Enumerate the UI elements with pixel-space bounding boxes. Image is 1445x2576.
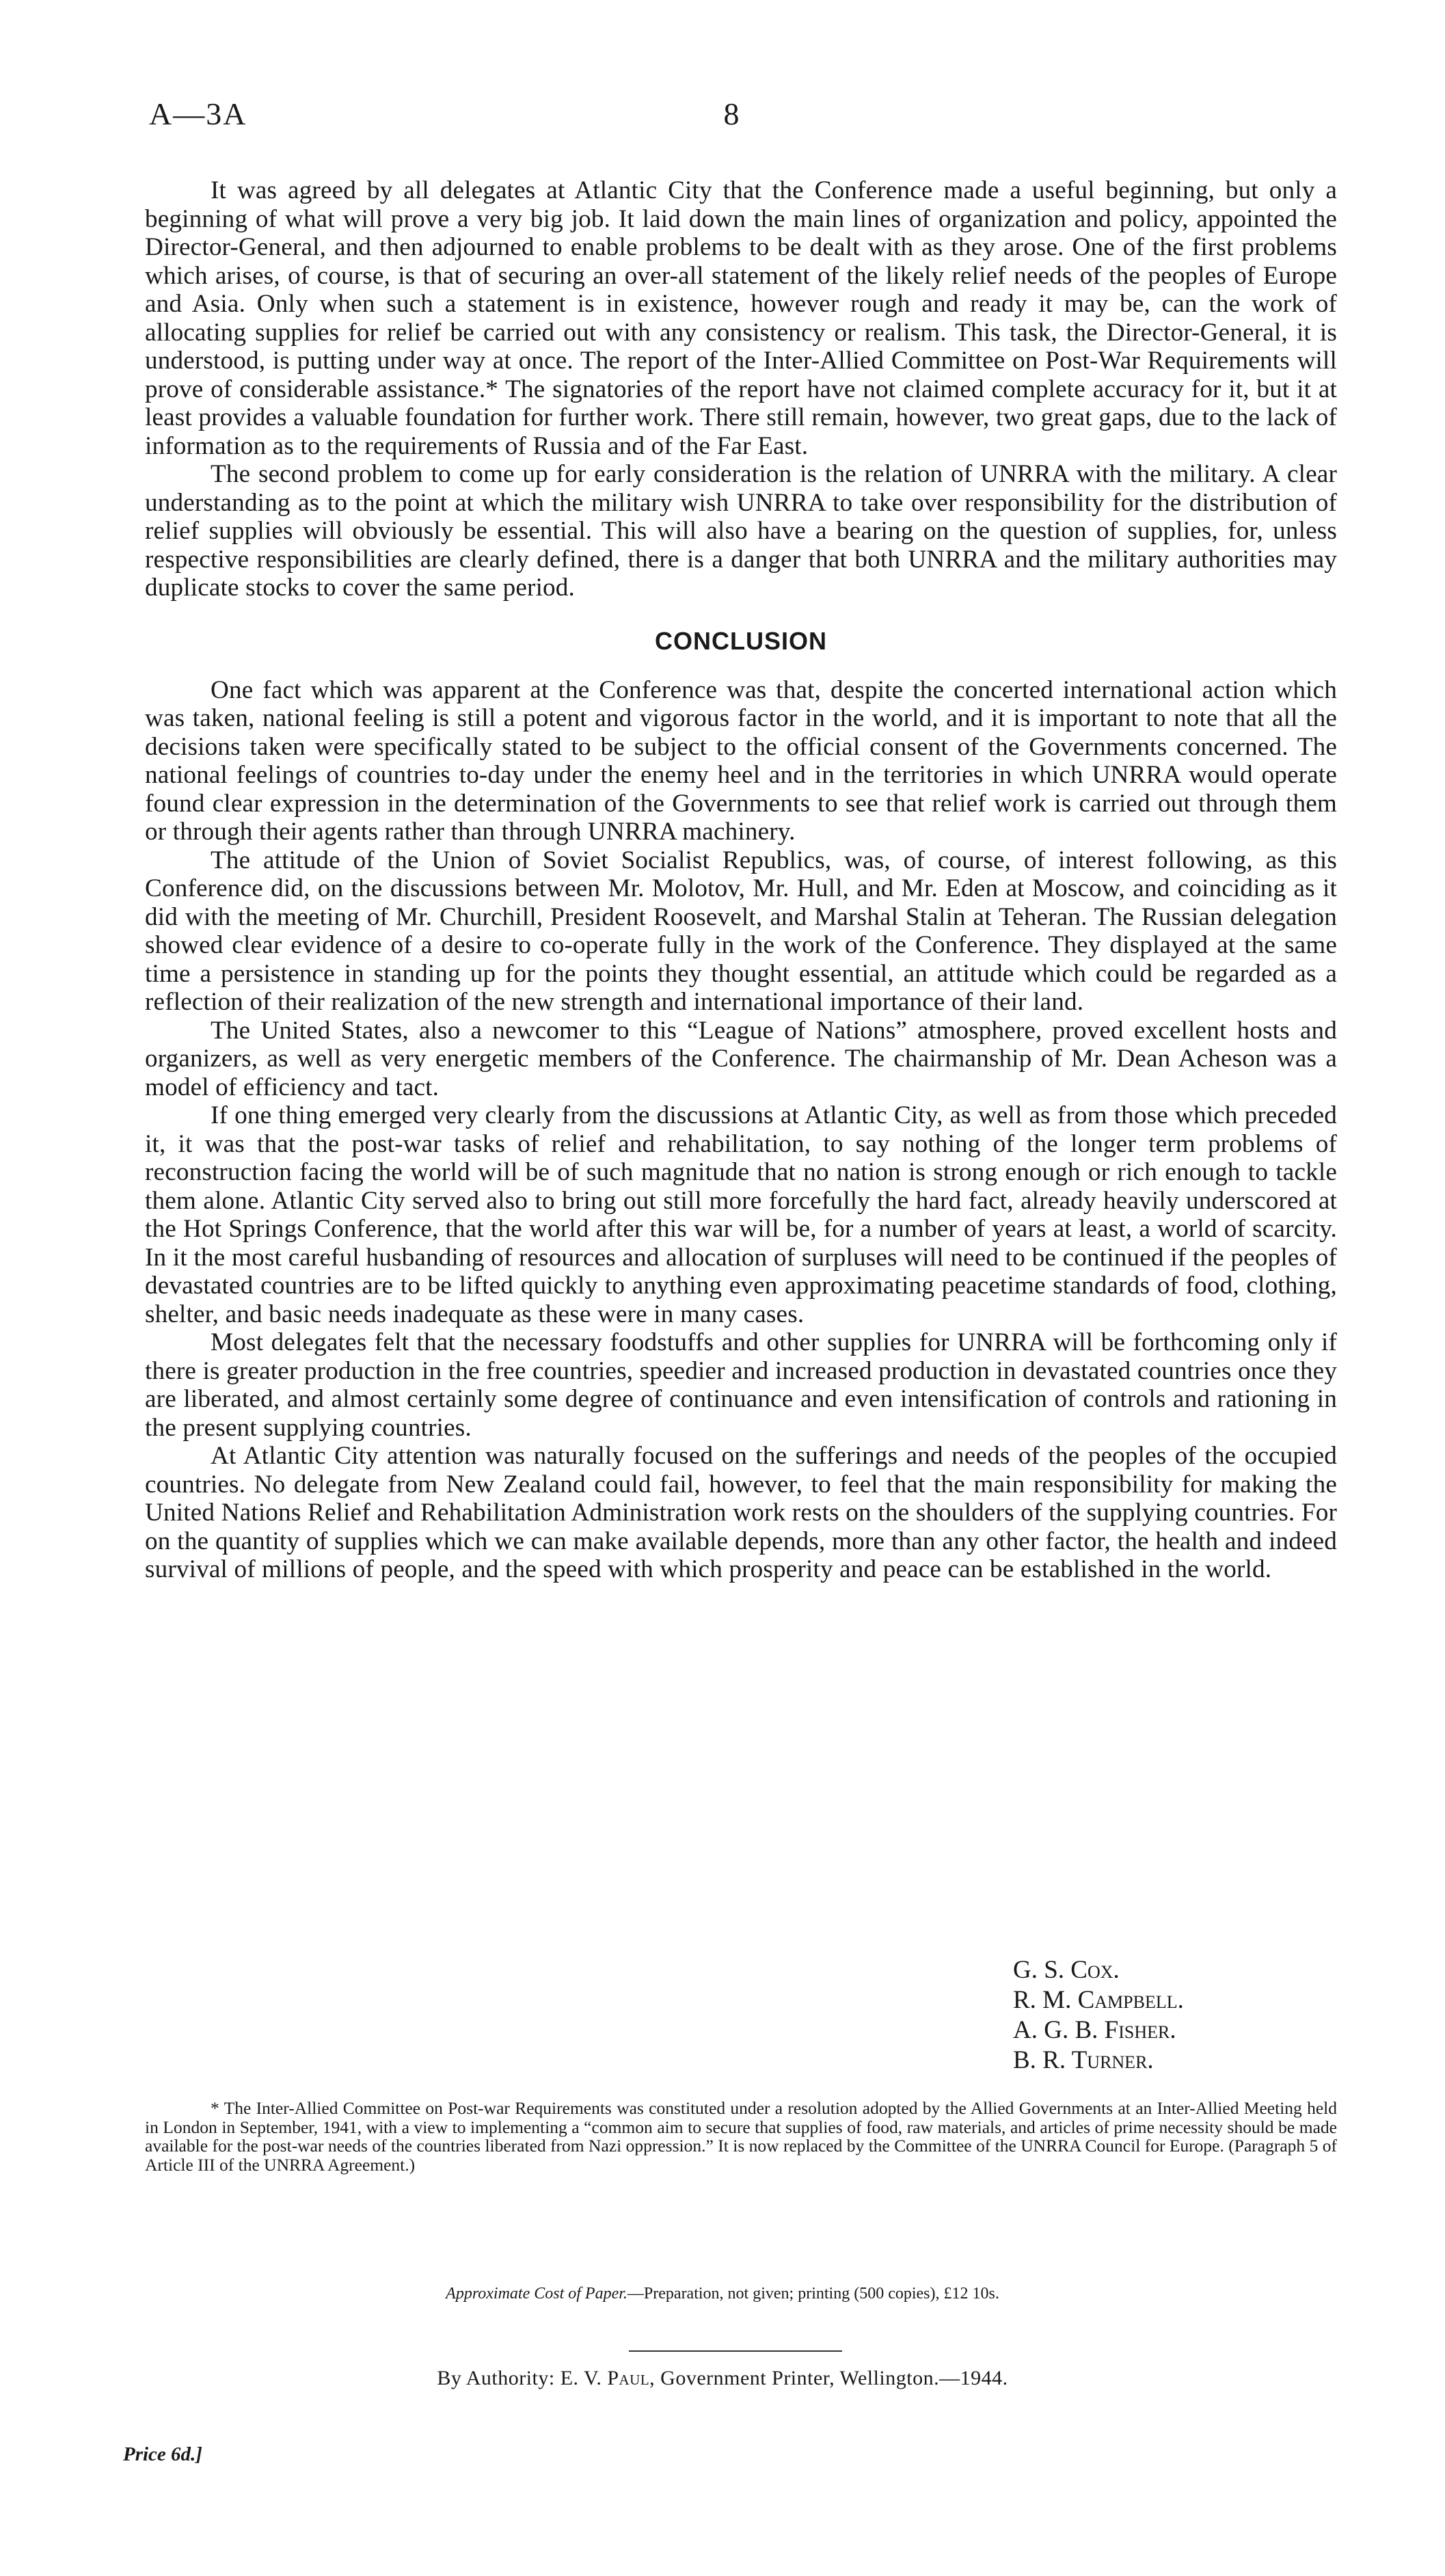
signatory-name: B. R. Turner. [1013,2046,1154,2074]
signatory-name: G. S. Cox. [1013,1956,1120,1984]
signatory-list [1013,1955,1184,2076]
body-paragraph: The second problem to come up for early consideration is the relation of UNRRA with the military. A clear understanding as to the point at which the military wish UNRRA to take over responsibility for the distribution of relief supplies will obviously be essential. This will also have a bearing on the question of supplies, for, unless respective responsibilities are clearly defined, there is a danger that both UNRRA and the military authorities may duplicate stocks to cover the same period. [145,460,1337,602]
signatory-name: R. M. Campbell. [1013,1986,1184,2014]
signatory-name: A. G. B. Fisher. [1013,2016,1176,2044]
authority-prefix: By Authority: [437,2367,555,2389]
footnote: * The Inter-Allied Committee on Post-war Requirements was constituted under a resolution adopted by the Allied Governments at an Inter-Allied Meeting held in London in September, 1941, with a view to implementing a “common aim to secure that supplies of food, raw materials, and articles of prime necessity should be made available for the post-war needs of the countries liberated from Nazi oppression.” It is now replaced by the Committee of the UNRRA Council for Europe. (Paragraph 5 of Article III of the UNRRA Agreement.) [145,2098,1337,2175]
conclusion-paragraph: One fact which was apparent at the Conference was that, despite the concerted international action which was taken, national feeling is still a potent and vigorous factor in the world, and it is important to note that all the decisions taken were specifically stated to be subject to the official consent of the Governments concerned. The national feelings of countries to-day under the enemy heel and in the territories in which UNRRA would operate found clear expression in the determination of the Governments to see that relief work is carried out through them or through their agents rather than through UNRRA machinery. [145,675,1337,846]
divider-rule [629,2350,842,2352]
page-number: 8 [723,96,740,131]
conclusion-paragraph: The attitude of the Union of Soviet Socialist Republics, was, of course, of interest following, as this Conference did, on the discussions between Mr. Molotov, Mr. Hull, and Mr. Eden at Moscow, and coinciding as it did with the meeting of Mr. Churchill, President Roosevelt, and Marshal Stalin at Teheran. The Russian delegation showed clear evidence of a desire to co-operate fully in the work of the Conference. They displayed at the same time a persistence in standing up for the points they thought essential, an attitude which could be regarded as a reflection of their realization of the new strength and international importance of their land. [145,846,1337,1016]
conclusion-paragraph: At Atlantic City attention was naturally focused on the sufferings and needs of the peoples of the occupied countries. No delegate from New Zealand could fail, however, to feel that the main responsibility for making the United Nations Relief and Rehabilitation Administration work rests on the shoulders of the supplying countries. For on the quantity of supplies which we can make available depends, more than any other factor, the health and indeed survival of millions of people, and the speed with which prosperity and peace can be established in the world. [145,1442,1337,1583]
conclusion-paragraph: Most delegates felt that the necessary foodstuffs and other supplies for UNRRA will be forthcoming only if there is greater production in the free countries, speedier and increased production in devastated countries once they are liberated, and almost certainly some degree of continuance and even intensification of controls and rationing in the present supplying countries. [145,1328,1337,1442]
main-body [145,176,1337,1584]
authority-suffix: Government Printer, Wellington.—1944. [660,2367,1008,2389]
cost-of-paper-line [0,2285,1445,2303]
printer-name: E. V. Paul, [560,2367,656,2389]
conclusion-paragraph: The United States, also a newcomer to this “League of Nations” atmosphere, proved excellent hosts and organizers, as well as very energetic members of the Conference. The chairmanship of Mr. Dean Acheson was a model of efficiency and tact. [145,1016,1337,1101]
document-reference: A—3A [149,96,247,131]
cost-value: —Preparation, not given; printing (500 copies), £12 10s. [627,2285,999,2303]
section-heading-conclusion: CONCLUSION [655,626,827,655]
body-paragraph: It was agreed by all delegates at Atlantic City that the Conference made a useful beginning, but only a beginning of what will prove a very big job. It laid down the main lines of organization and policy, appointed the Director-General, and then adjourned to enable problems to be dealt with as they arose. One of the first problems which arises, of course, is that of securing an over-all statement of the likely relief needs of the peoples of Europe and Asia. Only when such a statement is in existence, however rough and ready it may be, can the work of allocating supplies for relief be carried out with any consistency or realism. This task, the Director-General, it is understood, is putting under way at once. The report of the Inter-Allied Committee on Post-War Requirements will prove of considerable assistance.* The signatories of the report have not claimed complete accuracy for it, but it at least provides a valuable foundation for further work. There still remain, however, two great gaps, due to the lack of information as to the requirements of Russia and of the Far East. [145,176,1337,460]
conclusion-paragraph: If one thing emerged very clearly from the discussions at Atlantic City, as well as from those which preceded it, it was that the post-war tasks of relief and rehabilitation, to say nothing of the longer term problems of reconstruction facing the world will be of such magnitude that no nation is strong enough or rich enough to tackle them alone. Atlantic City served also to bring out still more forcefully the hard fact, already heavily underscored at the Hot Springs Conference, that the world after this war will be, for a number of years at least, a world of scarcity. In it the most careful husbanding of resources and allocation of surpluses will need to be continued if the peoples of devastated countries are to be lifted quickly to anything even approximating peacetime standards of food, clothing, shelter, and basic needs inadequate as these were in many cases. [145,1101,1337,1328]
price-label: Price 6d.] [123,2443,202,2465]
cost-label: Approximate Cost of Paper. [446,2285,627,2303]
authority-line [0,2367,1445,2390]
